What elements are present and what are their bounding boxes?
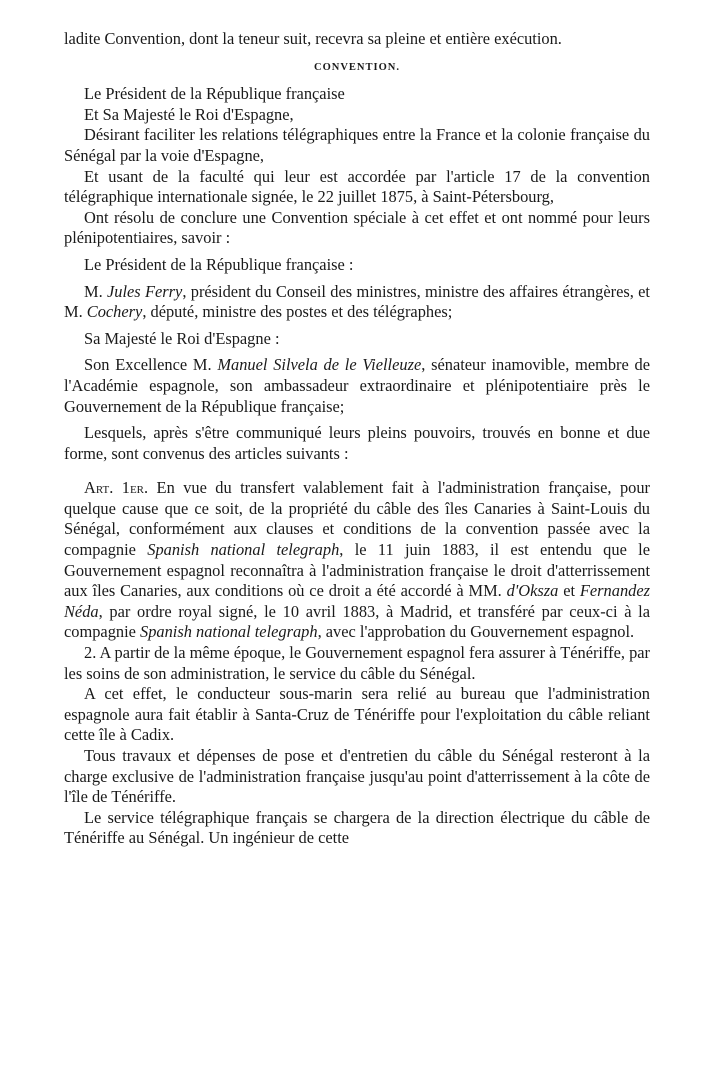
paragraph-desirant: Désirant faciliter les relations télégraphiques entre la France et la colonie française du Sénégal par la voie d'Espagne, bbox=[64, 125, 650, 165]
text-segment: , président du Conseil des ministres, ministre des affaires étrangères, et M. bbox=[64, 281, 650, 322]
article-1 bbox=[64, 478, 650, 643]
company-name: Spanish national telegraph bbox=[147, 540, 340, 560]
text-segment: , sénateur inamovible, membre de l'Académie espagnole, son ambassadeur extraordinaire et plénipotentiaire près le Gouvernement de la République française; bbox=[64, 355, 650, 416]
text-segment: , avec l'approbation du Gouvernement espagnol. bbox=[317, 622, 635, 642]
paragraph-silvela bbox=[64, 355, 650, 417]
name-fernandez: Fernandez Néda bbox=[64, 581, 650, 621]
text-segment: Son Excellence M. bbox=[84, 355, 218, 375]
company-name: Spanish national telegraph bbox=[140, 622, 318, 642]
paragraph-president: Le Président de la République française bbox=[84, 84, 345, 104]
article-2: 2. A partir de la même époque, le Gouvernement espagnol fera assurer à Ténériffe, par les soins de son administration, le service du câble du Sénégal. bbox=[64, 643, 651, 683]
paragraph-king: Et Sa Majesté le Roi d'Espagne, bbox=[84, 104, 294, 124]
paragraph-ferry bbox=[64, 282, 650, 323]
paragraph-president-heading: Le Président de la République française : bbox=[84, 254, 354, 274]
text-segment: M. bbox=[84, 281, 107, 301]
section-heading: CONVENTION. bbox=[314, 61, 400, 73]
paragraph-usant: Et usant de la faculté qui leur est accordée par l'article 17 de la convention télégraphique internationale signée, le 22 juillet 1875, à Saint-Pétersbourg, bbox=[64, 166, 650, 207]
paragraph-travaux: Tous travaux et dépenses de pose et d'entretien du câble du Sénégal resteront à la charge exclusive de l'administration française jusqu'au point d'atterrissement à la côte de l'île de Ténériffe. bbox=[64, 746, 650, 807]
paragraph-lesquels: Lesquels, après s'être communiqué leurs pleins pouvoirs, trouvés en bonne et due forme, sont convenus des articles suivants : bbox=[64, 423, 650, 463]
paragraph-intro: ladite Convention, dont la teneur suit, recevra sa pleine et entière exécution. bbox=[64, 29, 562, 48]
text-segment: , le 11 juin 1883, il est entendu que le Gouvernement espagnol reconnaîtra à l'administration française le droit d'atterrissement aux îles Canaries, aux conditions où ce droit a été accordé à MM. bbox=[64, 540, 651, 601]
text-segment: , par ordre royal signé, le 10 avril 1883, à Madrid, et transféré par ceux-ci à la compagnie bbox=[64, 601, 650, 642]
paragraph-service: Le service télégraphique français se chargera de la direction électrique du câble de Ténériffe au Sénégal. Un ingénieur de cette bbox=[64, 807, 650, 848]
document-page bbox=[64, 29, 650, 849]
name-cochery: Cochery bbox=[86, 302, 143, 322]
paragraph-king-heading: Sa Majesté le Roi d'Espagne : bbox=[84, 328, 280, 348]
name-ferry: Jules Ferry bbox=[107, 281, 183, 301]
name-oksza: d'Oksza bbox=[506, 581, 559, 601]
paragraph-resolu: Ont résolu de conclure une Convention spéciale à cet effet et ont nommé pour leurs plénipotentiaires, savoir : bbox=[64, 207, 650, 248]
text-segment: En vue du transfert valablement fait à l'administration française, pour quelque cause que ce soit, de la propriété du câble des îles Canaries à Saint-Louis du Sénégal, conformément aux clauses et conditions de la convention passée avec la compagnie bbox=[64, 478, 651, 560]
name-silvela: Manuel Silvela de le Vielleuze bbox=[217, 355, 422, 375]
text-segment: , député, ministre des postes et des télégraphes; bbox=[142, 302, 453, 322]
text-segment: et bbox=[558, 581, 580, 601]
article-1-label: Art. 1er. bbox=[84, 478, 149, 498]
paragraph-cet-effet: A cet effet, le conducteur sous-marin sera relié au bureau que l'administration espagnole aura fait établir à Santa-Cruz de Ténériffe pour l'exploitation du câble reliant cette île à Cadix. bbox=[64, 684, 650, 745]
